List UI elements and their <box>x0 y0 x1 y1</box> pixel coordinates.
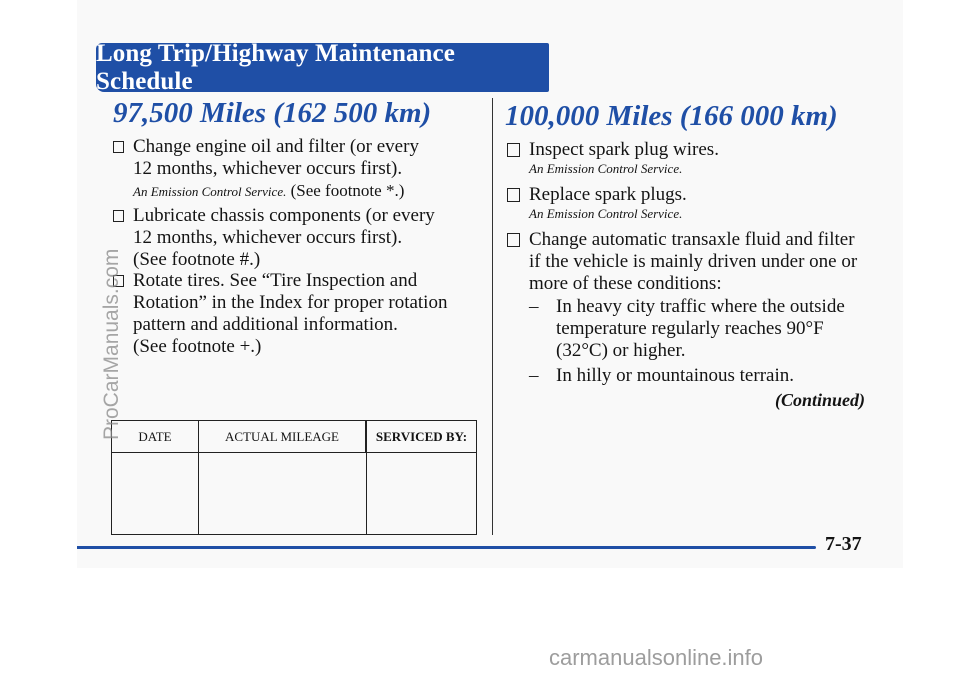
item-line: more of these conditions: <box>529 273 722 294</box>
condition-line: temperature regularly reaches 90°F <box>556 318 824 339</box>
column-header-date: DATE <box>112 421 199 453</box>
serviced-by-cell[interactable] <box>366 453 477 535</box>
item-line: Rotate tires. See “Tire Inspection and <box>133 270 418 291</box>
checklist-item <box>507 139 719 161</box>
mileage-cell[interactable] <box>199 453 367 535</box>
condition-item <box>529 296 845 362</box>
column-divider <box>492 98 493 535</box>
item-line: (See footnote +.) <box>133 336 262 357</box>
emission-service-note: An Emission Control Service. <box>529 206 683 221</box>
checkbox[interactable] <box>507 143 520 157</box>
item-line: if the vehicle is mainly driven under one or <box>529 251 858 272</box>
checkbox[interactable] <box>507 233 520 247</box>
checklist-item <box>507 229 857 295</box>
column-header-serviced-by: SERVICED BY: <box>366 421 477 453</box>
side-watermark: ProCarManuals.com <box>100 248 123 440</box>
condition-line: In heavy city traffic where the outside <box>556 296 845 317</box>
item-line: Change engine oil and filter (or every <box>133 136 419 157</box>
item-line: Lubricate chassis components (or every <box>133 205 435 226</box>
checklist-item <box>113 205 435 271</box>
banner-title: Long Trip/Highway Maintenance Schedule <box>96 39 455 95</box>
service-record-table <box>111 420 477 535</box>
checklist-item <box>507 184 687 206</box>
item-line: pattern and additional information. <box>133 314 398 335</box>
item-line: 12 months, whichever occurs first). <box>133 158 403 179</box>
item-line: Rotation” in the Index for proper rotation <box>133 292 448 313</box>
page-number: 7-37 <box>825 533 862 555</box>
section-banner <box>96 39 549 95</box>
right-mileage-heading: 100,000 Miles (166 000 km) <box>505 100 838 132</box>
checklist-item <box>113 270 447 358</box>
checklist-item <box>113 136 419 203</box>
checkbox[interactable] <box>113 141 124 153</box>
item-line: (See footnote #.) <box>133 249 261 270</box>
emission-service-note: An Emission Control Service. <box>529 161 683 176</box>
column-header-mileage: ACTUAL MILEAGE <box>199 421 367 453</box>
footnote-ref: (See footnote *.) <box>286 181 405 200</box>
item-line: 12 months, whichever occurs first). <box>133 227 403 248</box>
footer-rule <box>77 546 816 549</box>
condition-item <box>529 365 794 387</box>
dash-bullet: – <box>529 365 539 386</box>
item-line: Inspect spark plug wires. <box>529 139 719 160</box>
dash-bullet: – <box>529 296 539 317</box>
item-line: Change automatic transaxle fluid and filter <box>529 229 855 250</box>
date-cell[interactable] <box>112 453 199 535</box>
continued-label: (Continued) <box>775 390 866 410</box>
checkbox[interactable] <box>113 210 124 222</box>
item-line: Replace spark plugs. <box>529 184 687 205</box>
checkbox[interactable] <box>507 188 520 202</box>
condition-line: In hilly or mountainous terrain. <box>556 365 794 386</box>
condition-line: (32°C) or higher. <box>556 340 686 361</box>
left-mileage-heading: 97,500 Miles (162 500 km) <box>113 97 432 129</box>
footer-watermark: carmanualsonline.info <box>549 645 764 670</box>
emission-service-note: An Emission Control Service. <box>133 184 287 199</box>
